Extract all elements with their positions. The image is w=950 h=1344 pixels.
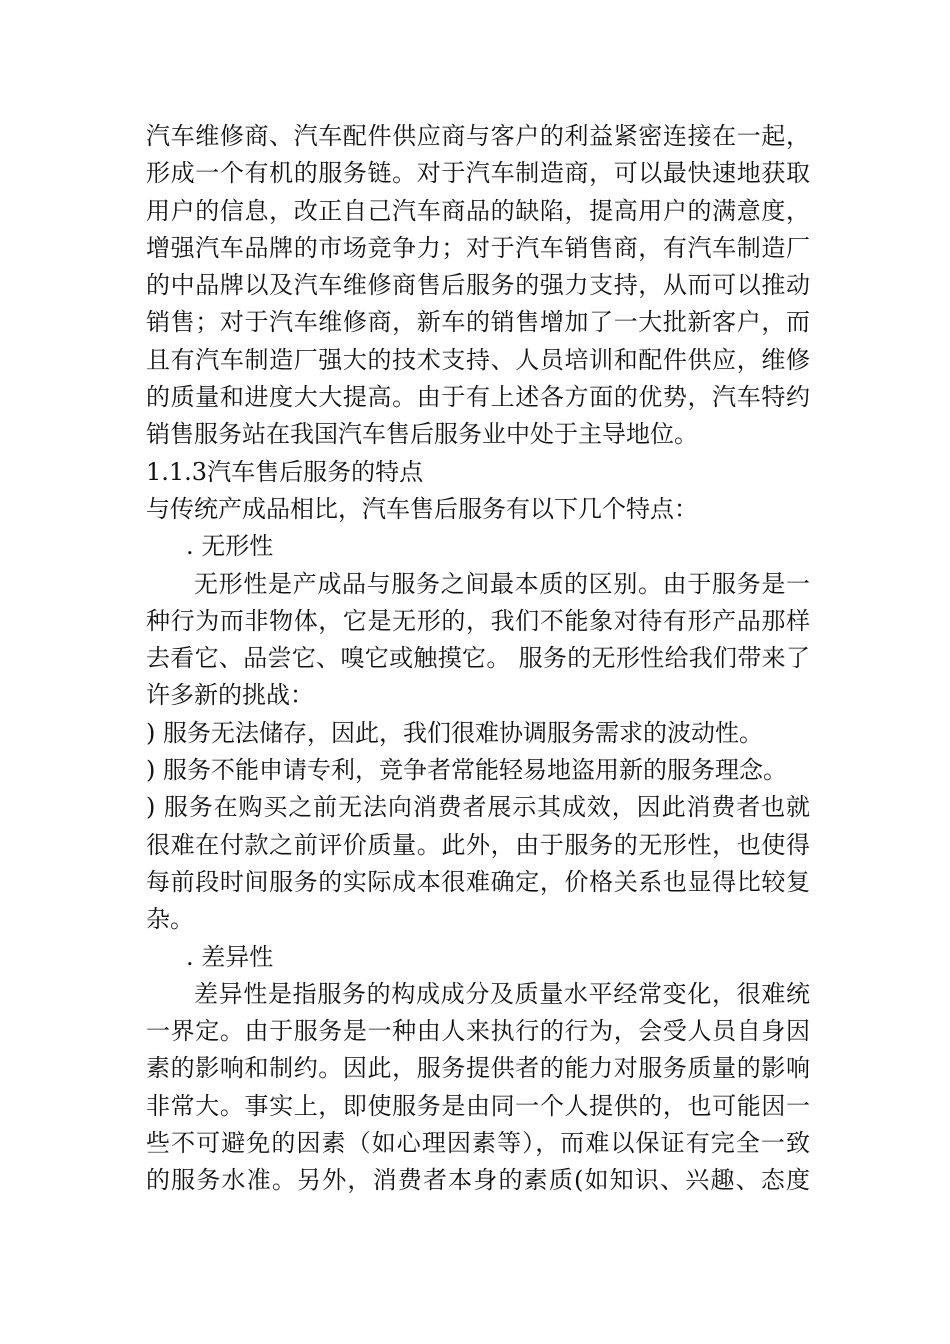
text-line: 与传统产成品相比，汽车售后服务有以下几个特点： [146, 494, 698, 523]
text-line: 形成一个有机的服务链。对于汽车制造商，可以最快速地获取 [146, 159, 810, 188]
text-line: 许多新的挑战： [146, 681, 314, 710]
text-line: 的中品牌以及汽车维修商售后服务的强力支持，从而可以推动 [146, 271, 810, 300]
text-line: 的质量和进度大大提高。由于有上述各方面的优势，汽车特约 [146, 383, 810, 412]
subsection-heading: . 差异性 [186, 942, 274, 971]
text-line: 一界定。由于服务是一种由人来执行的行为，会受人员自身因 [146, 1017, 810, 1046]
text-line: 很难在付款之前评价质量。此外，由于服务的无形性，也使得 [146, 830, 810, 859]
text-line: 非常大。事实上，即使服务是由同一个人提供的，也可能因一 [146, 1091, 810, 1120]
text-line: 种行为而非物体，它是无形的，我们不能象对待有形产品那样 [146, 606, 810, 635]
text-line: 的服务水准。另外，消费者本身的素质(如知识、兴趣、态度 [146, 1166, 810, 1195]
text-line: 销售；对于汽车维修商，新车的销售增加了一大批新客户，而 [146, 308, 810, 337]
subsection-heading: . 无形性 [186, 532, 274, 561]
text-line: 些不可避免的因素（如心理因素等），而难以保证有完全一致 [146, 1129, 810, 1158]
text-line: 无形性是产成品与服务之间最本质的区别。由于服务是一 [194, 569, 810, 598]
list-item: ) 服务无法储存，因此，我们很难协调服务需求的波动性。 [146, 718, 763, 747]
list-item: ) 服务不能申请专利，竞争者常能轻易地盗用新的服务理念。 [146, 756, 787, 785]
section-heading: 1.1.3汽车售后服务的特点 [146, 457, 424, 486]
text-line: 去看它、品尝它、嗅它或触摸它。 服务的无形性给我们带来了 [146, 644, 810, 673]
list-item: ) 服务在购买之前无法向消费者展示其成效，因此消费者也就 [146, 793, 810, 822]
text-line: 素的影响和制约。因此，服务提供者的能力对服务质量的影响 [146, 1054, 810, 1083]
text-line: 销售服务站在我国汽车售后服务业中处于主导地位。 [146, 420, 698, 449]
text-line: 杂。 [146, 905, 194, 934]
text-line: 每前段时间服务的实际成本很难确定，价格关系也显得比较复 [146, 867, 810, 896]
body-text [146, 118, 810, 1200]
text-line: 汽车维修商、汽车配件供应商与客户的利益紧密连接在一起， [146, 122, 810, 150]
text-line: 用户的信息，改正自己汽车商品的缺陷，提高用户的满意度， [146, 196, 810, 225]
text-line: 且有汽车制造厂强大的技术支持、人员培训和配件供应，维修 [146, 345, 810, 374]
text-line: 差异性是指服务的构成成分及质量水平经常变化，很难统 [194, 979, 810, 1008]
text-line: 增强汽车品牌的市场竞争力；对于汽车销售商，有汽车制造厂 [146, 233, 810, 262]
